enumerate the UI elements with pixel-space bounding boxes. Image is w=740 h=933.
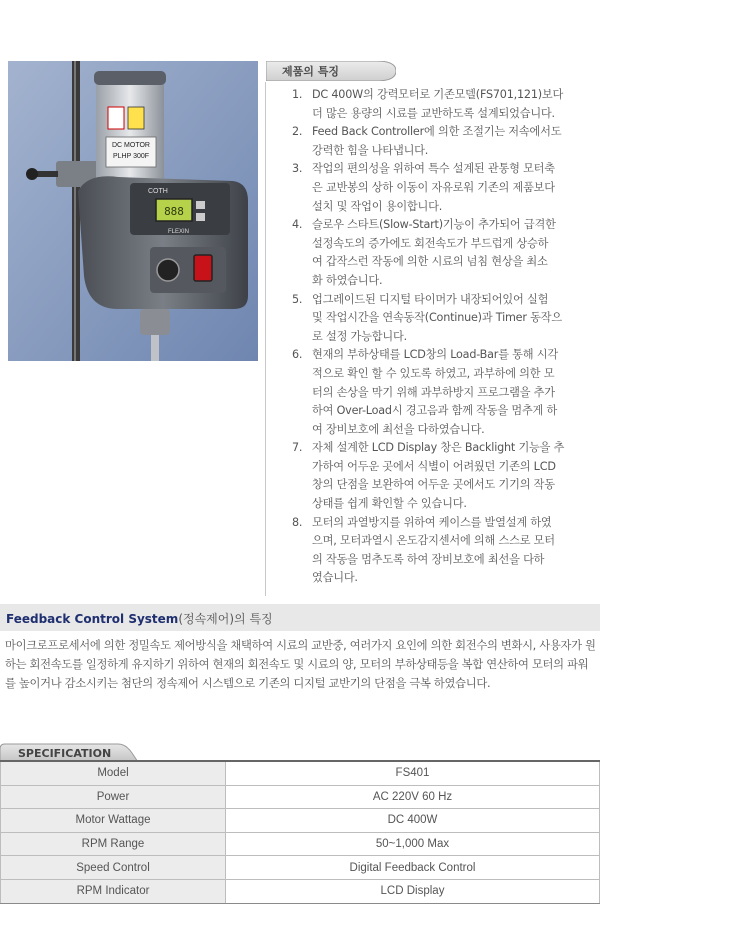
- lcd-value: 888: [164, 205, 184, 218]
- spec-row: [1, 879, 600, 903]
- brand-label: COTH: [148, 188, 168, 195]
- feature-text-line: 가하여 어두운 곳에서 식별이 어려웠던 기존의 LCD: [312, 459, 556, 473]
- feature-text-line: 업그레이드된 디지털 타이머가 내장되어있어 실험: [312, 292, 549, 306]
- spec-value: AC 220V 60 Hz: [226, 785, 600, 809]
- feature-item: [292, 216, 597, 290]
- spec-value: FS401: [226, 761, 600, 785]
- feature-number: 1.: [292, 88, 303, 101]
- feature-text-line: 강력한 힘을 나타냅니다.: [312, 143, 429, 157]
- feature-item: [292, 123, 597, 160]
- motor-label: DC MOTOR: [112, 142, 150, 149]
- feature-text-line: 의 작동을 멈추도록 하여 장비보호에 최선을 다하: [312, 552, 545, 566]
- feature-text-line: 창의 단점을 보완하여 어두운 곳에서도 기기의 작동: [312, 478, 555, 492]
- feature-text-line: 상태를 쉽게 확인할 수 있습니다.: [312, 497, 467, 511]
- features-tab-label: 제품의 특징: [282, 65, 339, 78]
- feature-item: [292, 86, 597, 123]
- features-tab: [266, 61, 396, 81]
- feature-item: [292, 439, 597, 513]
- feedback-title-rest: (정속제어)의 특징: [178, 612, 273, 626]
- feature-text-line: 로 설정 가능합니다.: [312, 329, 407, 343]
- spec-label: Power: [1, 785, 226, 809]
- feature-number: 2.: [292, 125, 303, 139]
- feature-text-line: DC 400W의 강력모터로 기존모델(FS701,121)보다: [312, 88, 564, 101]
- spec-label: RPM Indicator: [1, 879, 226, 903]
- feature-item: [292, 160, 597, 216]
- spec-value: LCD Display: [226, 879, 600, 903]
- feedback-title: [6, 610, 273, 627]
- power-switch: [194, 255, 212, 281]
- motor-model: PLHP 300F: [112, 153, 150, 160]
- feedback-title-bold: Feedback Control System: [6, 612, 179, 626]
- feature-text-line: 현재의 부하상태를 LCD창의 Load-Bar를 통해 시각: [312, 348, 558, 362]
- feature-text-line: 였습니다.: [312, 571, 358, 585]
- feature-number: 8.: [292, 515, 303, 529]
- feature-text-line: 작업의 편의성을 위하여 특수 설계된 관통형 모터축: [312, 162, 555, 176]
- feedback-description: 마이크로프로세서에 의한 정밀속도 제어방식을 채택하여 시료의 교반중, 여러가지 요인에 의한 회전수의 변화시, 사용자가 원하는 회전속도를 일정하게 유지하기 위하여 현재의 회전속도 및 시료의 양, 모터의 부하상태등을 복합 연산하여 모터의 파워를 높이거나 감소시키는 첨단의 정속제어 시스템으로 기존의 디지털 교반기의 단점을 극복 하였습니다.: [5, 639, 596, 690]
- feature-number: 3.: [292, 162, 303, 176]
- feature-text-line: 여 갑작스런 작동에 의한 시료의 넘침 현상을 최소: [312, 255, 548, 269]
- feature-number: 7.: [292, 441, 303, 455]
- product-photo: [8, 61, 258, 361]
- spec-row: [1, 856, 600, 880]
- spec-label: Motor Wattage: [1, 809, 226, 833]
- spec-row: [1, 809, 600, 833]
- stirrer-illustration: [8, 61, 258, 361]
- feature-text-line: Feed Back Controller에 의한 조절기는 저속에서도: [312, 125, 562, 139]
- feature-number: 5.: [292, 292, 303, 306]
- spec-row: [1, 761, 600, 785]
- feature-text-line: 으며, 모터과열시 온도감지센서에 의해 스스로 모터: [312, 534, 555, 548]
- feature-text-line: 모터의 과열방지를 위하여 케이스를 발열설계 하였: [312, 515, 552, 529]
- feature-item: [292, 291, 597, 347]
- feature-text-line: 및 작업시간을 연속동작(Continue)과 Timer 동작으: [312, 311, 562, 325]
- feature-text-line: 터의 손상을 막기 위해 과부하방지 프로그램을 추가: [312, 385, 555, 399]
- feature-number: 6.: [292, 348, 303, 362]
- spec-label: RPM Range: [1, 832, 226, 856]
- specification-table: [0, 760, 600, 904]
- spec-label: Model: [1, 761, 226, 785]
- spec-label: Speed Control: [1, 856, 226, 880]
- feature-text-line: 더 많은 용량의 시료를 교반하도록 설계되었습니다.: [312, 106, 555, 120]
- feedback-header: [0, 604, 600, 631]
- features-list: [292, 86, 597, 588]
- feature-text-line: 자체 설계한 LCD Display 창은 Backlight 기능을 추: [312, 441, 565, 455]
- speed-knob: [157, 259, 179, 281]
- feature-text-line: 하여 Over-Load시 경고음과 함께 작동을 멈추게 하: [312, 404, 558, 418]
- feature-number: 4.: [292, 218, 303, 232]
- spec-value: Digital Feedback Control: [226, 856, 600, 880]
- spec-value: 50~1,000 Max: [226, 832, 600, 856]
- feature-text-line: 화 하였습니다.: [312, 273, 383, 287]
- spec-value: DC 400W: [226, 809, 600, 833]
- spec-row: [1, 785, 600, 809]
- feature-text-line: 슬로우 스타트(Slow-Start)기능이 추가되어 급격한: [312, 218, 556, 232]
- specification-tab-label: SPECIFICATION: [18, 747, 112, 760]
- feature-item: [292, 346, 597, 439]
- feature-text-line: 여 장비보호에 최선을 다하였습니다.: [312, 422, 485, 436]
- feature-text-line: 설치 및 작업이 용이합니다.: [312, 199, 443, 213]
- feature-item: [292, 514, 597, 588]
- vertical-divider: [265, 82, 266, 596]
- feature-text-line: 적으로 확인 할 수 있도록 하였고, 과부하에 의한 모: [312, 366, 555, 380]
- panel-label: FLEXIN: [168, 229, 190, 235]
- feature-text-line: 은 교반봉의 상하 이동이 자유로워 기존의 제품보다: [312, 180, 555, 194]
- spec-row: [1, 832, 600, 856]
- feature-text-line: 설정속도의 증가에도 회전속도가 부드럽게 상승하: [312, 236, 549, 250]
